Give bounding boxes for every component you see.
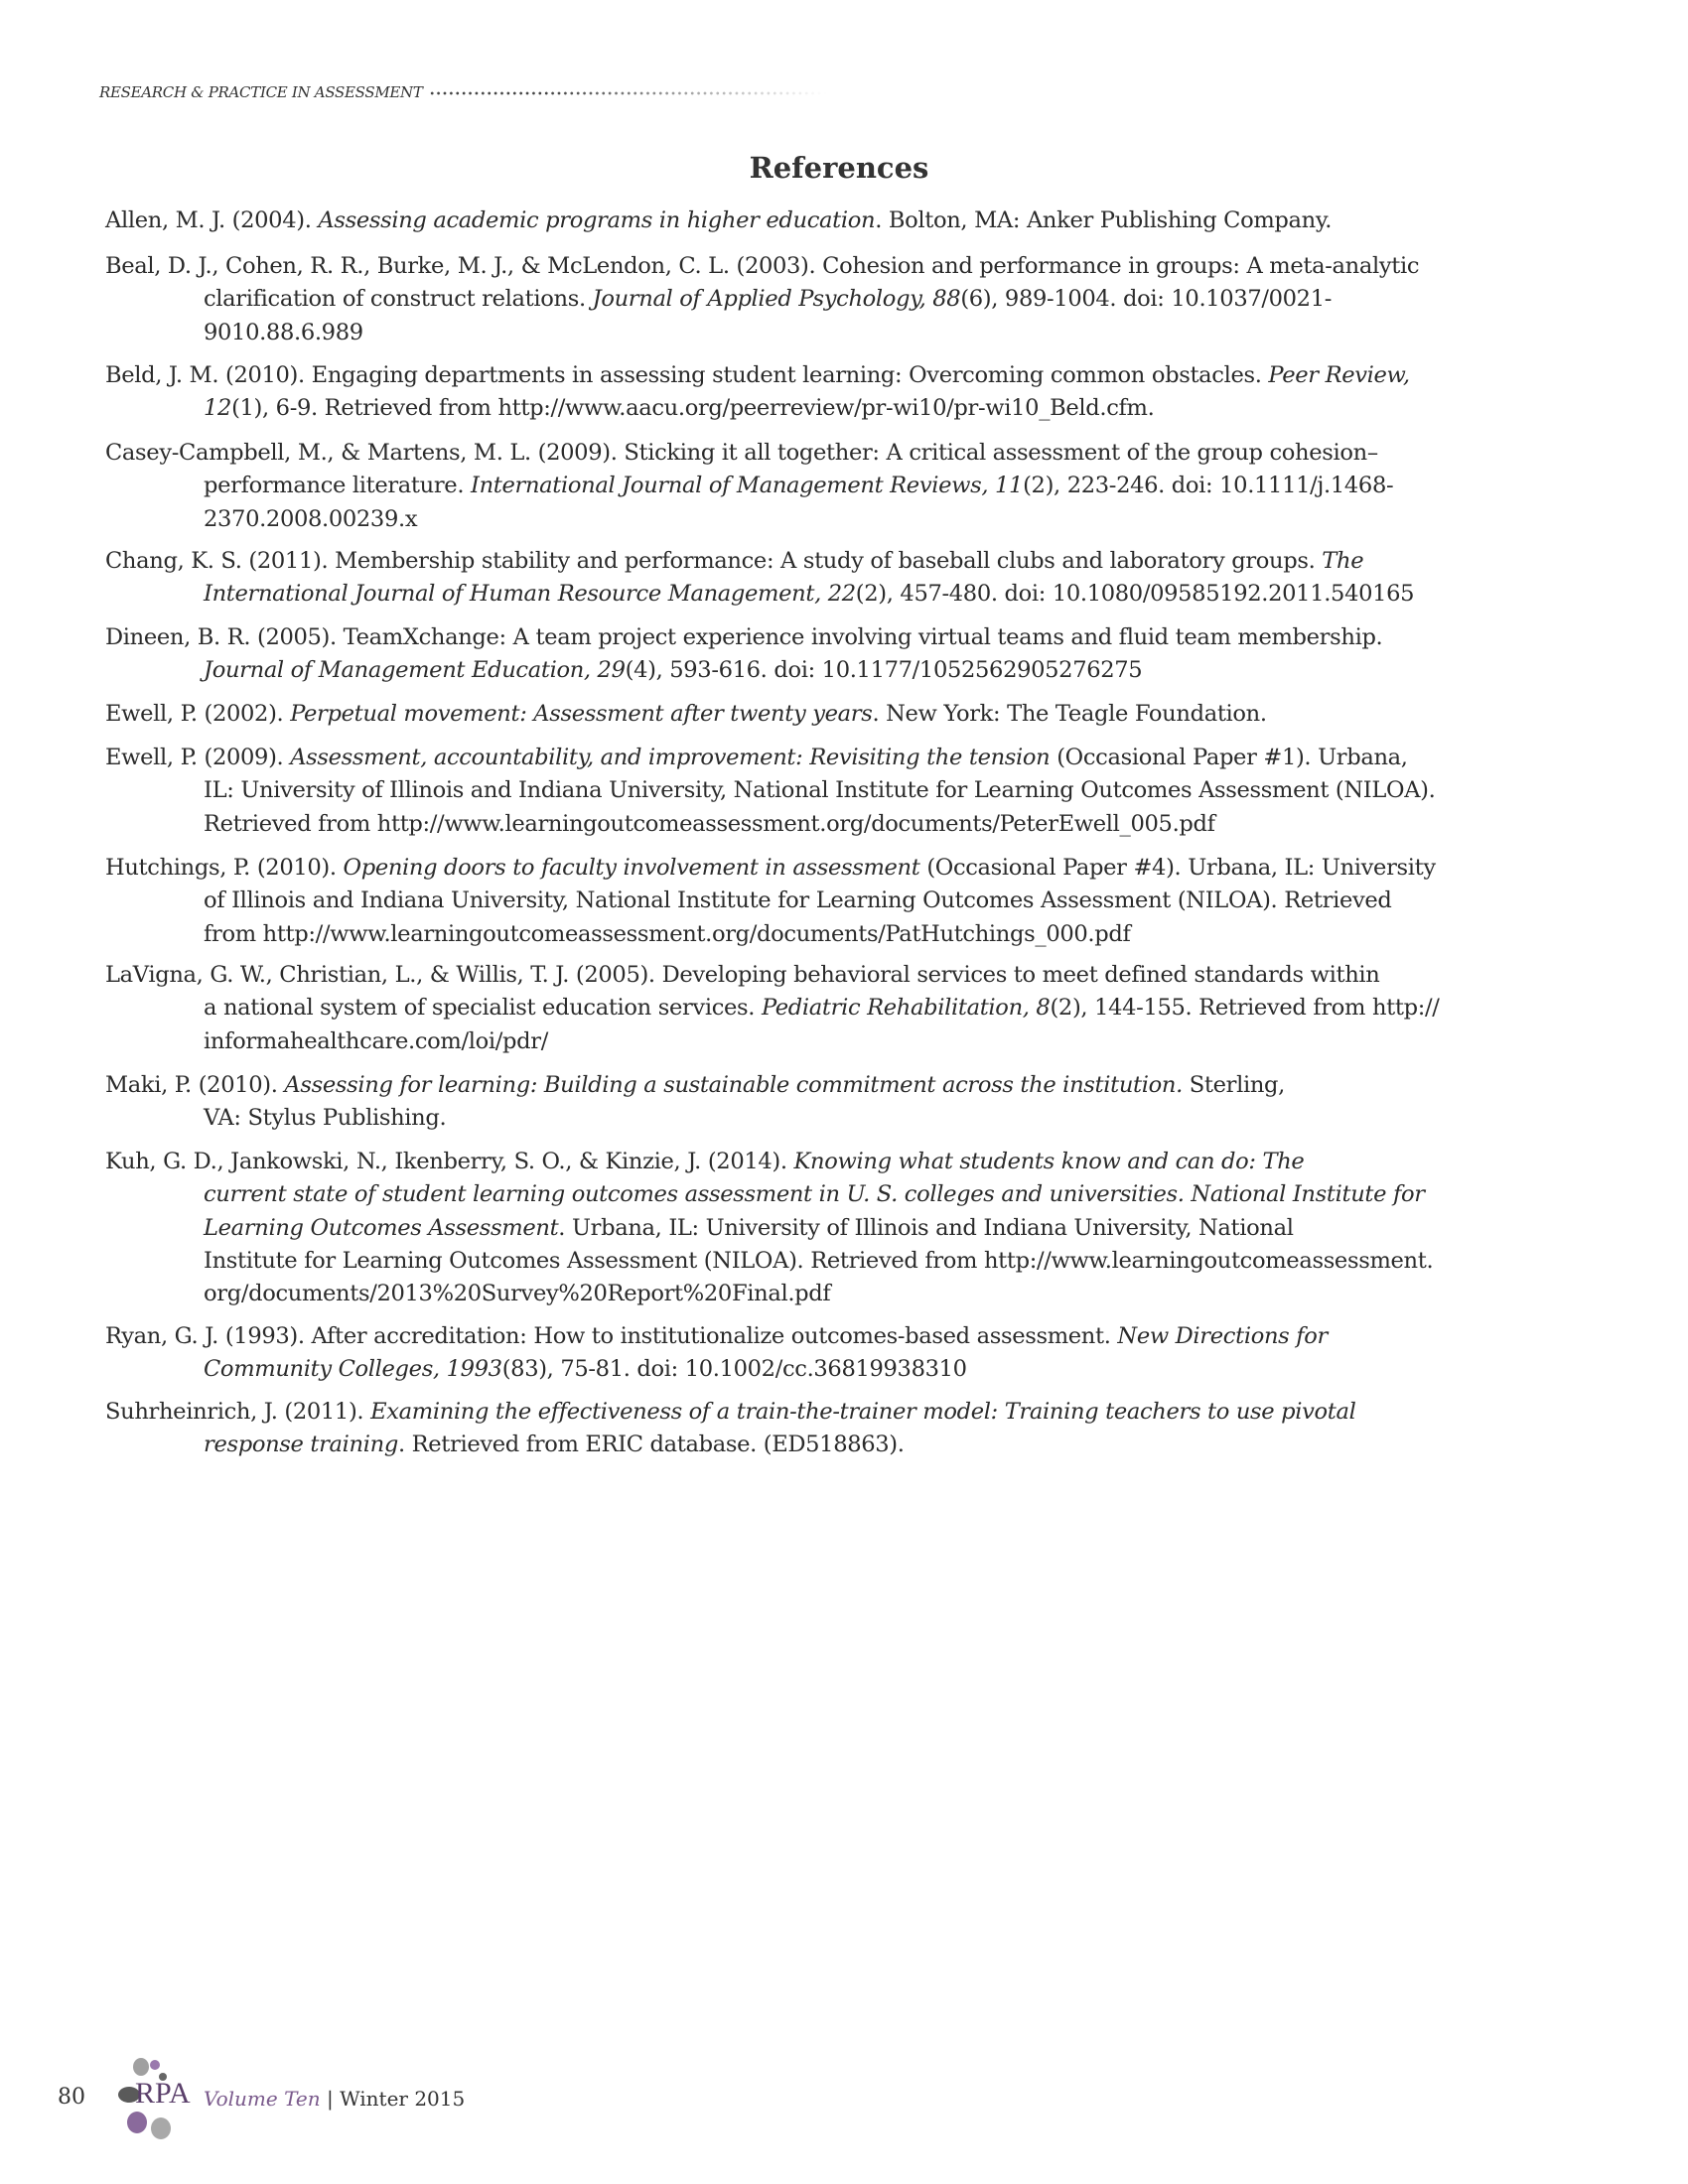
- reference-entry: [105, 852, 1436, 951]
- reference-italic-text: Opening doors to faculty involvement in assessment: [343, 855, 920, 881]
- reference-text: informahealthcare.com/loi/pdr/: [204, 1027, 548, 1054]
- reference-text: (Occasional Paper #1). Urbana,: [1050, 745, 1408, 770]
- reference-text: . Retrieved from ERIC database. (ED518863).: [397, 1432, 905, 1458]
- footer-issue: [204, 2087, 465, 2111]
- reference-text: Casey-Campbell, M., & Martens, M. L. (2009). Sticking it all together: A critical assessment of the group cohesion–: [105, 440, 1378, 466]
- volume-label: Volume Ten: [204, 2087, 321, 2111]
- page-number: 80: [58, 2085, 85, 2110]
- reference-text: (2), 144-155. Retrieved from http://: [1050, 995, 1440, 1022]
- reference-italic-text: International Journal of Human Resource Management, 22: [204, 581, 856, 608]
- reference-line: [105, 205, 1332, 237]
- reference-text: org/documents/2013%20Survey%20Report%20Final.pdf: [204, 1281, 831, 1307]
- reference-text: Sterling,: [1182, 1072, 1285, 1098]
- running-head: RESEARCH & PRACTICE IN ASSESSMENT: [99, 83, 423, 101]
- reference-entry: [105, 1069, 1285, 1136]
- reference-text: Beal, D. J., Cohen, R. R., Burke, M. J., & McLendon, C. L. (2003). Cohesion and performance in groups: A meta-analytic: [105, 253, 1420, 279]
- reference-italic-text: Community Colleges, 1993: [204, 1356, 502, 1383]
- reference-line: [105, 808, 1435, 841]
- running-head-dotted-rule: [429, 91, 826, 95]
- reference-entry: [105, 1146, 1433, 1310]
- reference-text: Maki, P. (2010).: [105, 1072, 285, 1098]
- reference-line: [105, 1025, 1440, 1058]
- reference-line: [105, 470, 1393, 502]
- reference-line: [105, 698, 1267, 731]
- reference-text: (83), 75-81. doi: 10.1002/cc.36819938310: [501, 1356, 967, 1383]
- reference-text: Ewell, P. (2009).: [105, 745, 291, 770]
- reference-line: [105, 1320, 1328, 1353]
- reference-line: [105, 1396, 1356, 1429]
- footer-separator: |: [326, 2087, 334, 2111]
- reference-line: [105, 1178, 1433, 1211]
- reference-italic-text: Knowing what students know and can do: The: [793, 1149, 1305, 1174]
- reference-text: 9010.88.6.989: [204, 319, 363, 345]
- reference-line: [105, 1278, 1433, 1310]
- reference-italic-text: Assessing academic programs in higher education: [318, 207, 876, 233]
- reference-line: [105, 959, 1440, 992]
- reference-text: Chang, K. S. (2011). Membership stability and performance: A study of baseball clubs and laboratory groups.: [105, 548, 1323, 574]
- reference-entry: [105, 959, 1440, 1058]
- reference-italic-text: Assessment, accountability, and improvement: Revisiting the tension: [290, 745, 1051, 770]
- reference-text: 2370.2008.00239.x: [204, 505, 418, 532]
- reference-line: [105, 1429, 1356, 1461]
- logo-petal: [127, 2112, 147, 2133]
- reference-text: Ryan, G. J. (1993). After accreditation: How to institutionalize outcomes-based assessment.: [105, 1323, 1118, 1349]
- reference-text: VA: Stylus Publishing.: [204, 1105, 447, 1132]
- reference-line: [105, 359, 1410, 392]
- reference-text: a national system of specialist education services.: [204, 995, 762, 1022]
- logo-petal: [151, 2117, 171, 2139]
- logo-text: RPA: [135, 2077, 191, 2110]
- reference-italic-text: Peer Review,: [1268, 362, 1410, 388]
- reference-text: (6), 989-1004. doi: 10.1037/0021-: [960, 286, 1333, 313]
- reference-entry: [105, 621, 1382, 688]
- reference-entry: [105, 359, 1410, 426]
- reference-italic-text: Learning Outcomes Assessment: [204, 1214, 559, 1241]
- reference-line: [105, 392, 1410, 425]
- reference-text: (Occasional Paper #4). Urbana, IL: University: [919, 855, 1436, 881]
- reference-italic-text: Journal of Management Education, 29: [204, 657, 626, 684]
- reference-italic-text: Perpetual movement: Assessment after twenty years: [290, 701, 873, 727]
- reference-line: [105, 545, 1414, 578]
- reference-text: (1), 6-9. Retrieved from http://www.aacu.org/peerreview/pr-wi10/pr-wi10_Beld.cfm.: [231, 395, 1155, 422]
- reference-line: [105, 918, 1436, 951]
- reference-line: [105, 885, 1436, 917]
- reference-italic-text: 12: [204, 395, 232, 422]
- reference-text: . New York: The Teagle Foundation.: [872, 701, 1267, 727]
- reference-line: [105, 852, 1436, 885]
- reference-line: [105, 1212, 1433, 1245]
- reference-text: Dineen, B. R. (2005). TeamXchange: A team project experience involving virtual teams and fluid team membership.: [105, 624, 1383, 650]
- reference-entry: [105, 1396, 1356, 1462]
- reference-text: LaVigna, G. W., Christian, L., & Willis, T. J. (2005). Developing behavioral services to meet defined standards within: [105, 962, 1380, 988]
- reference-italic-text: New Directions for: [1117, 1323, 1328, 1349]
- reference-text: of Illinois and Indiana University, National Institute for Learning Outcomes Assessment (NILOA). Retrieved: [204, 887, 1392, 914]
- reference-text: Kuh, G. D., Jankowski, N., Ikenberry, S. O., & Kinzie, J. (2014).: [105, 1149, 794, 1174]
- reference-entry: [105, 1320, 1328, 1387]
- reference-italic-text: International Journal of Management Reviews, 11: [471, 473, 1024, 499]
- reference-entry: [105, 250, 1419, 349]
- reference-line: [105, 992, 1440, 1024]
- reference-line: [105, 317, 1419, 349]
- reference-text: . Bolton, MA: Anker Publishing Company.: [875, 207, 1333, 233]
- reference-italic-text: response training: [204, 1432, 398, 1458]
- reference-text: (4), 593-616. doi: 10.1177/1052562905276275: [625, 657, 1143, 684]
- reference-text: Suhrheinrich, J. (2011).: [105, 1399, 371, 1425]
- logo-petal: [133, 2058, 149, 2076]
- reference-entry: [105, 742, 1435, 841]
- reference-italic-text: Pediatric Rehabilitation, 8: [761, 995, 1051, 1022]
- issue-label: Winter 2015: [340, 2087, 466, 2111]
- reference-line: [105, 437, 1393, 470]
- reference-italic-text: The: [1322, 548, 1364, 574]
- reference-text: IL: University of Illinois and Indiana University, National Institute for Learning Outcomes Assessment (NILOA).: [204, 777, 1436, 804]
- reference-text: Beld, J. M. (2010). Engaging departments in assessing student learning: Overcoming common obstacles.: [105, 362, 1269, 388]
- reference-entry: [105, 437, 1393, 536]
- reference-italic-text: current state of student learning outcomes assessment in U. S. colleges and universities. National Institute for: [204, 1181, 1425, 1208]
- reference-line: [105, 1353, 1328, 1386]
- reference-line: [105, 742, 1435, 774]
- reference-line: [105, 654, 1382, 687]
- reference-text: Retrieved from http://www.learningoutcomeassessment.org/documents/PeterEwell_005.pdf: [204, 810, 1215, 837]
- reference-text: clarification of construct relations.: [204, 286, 593, 313]
- reference-line: [105, 1245, 1433, 1278]
- reference-line: [105, 283, 1419, 316]
- reference-text: (2), 457-480. doi: 10.1080/09585192.2011.540165: [855, 581, 1415, 608]
- reference-text: Institute for Learning Outcomes Assessment (NILOA). Retrieved from http://www.learningoutcomeassessment.: [204, 1247, 1434, 1274]
- reference-entry: [105, 545, 1414, 612]
- reference-text: Allen, M. J. (2004).: [105, 207, 319, 233]
- reference-line: [105, 578, 1414, 611]
- reference-text: . Urbana, IL: University of Illinois and Indiana University, National: [558, 1214, 1294, 1241]
- reference-entry: [105, 205, 1332, 237]
- reference-italic-text: Journal of Applied Psychology, 88: [592, 286, 961, 313]
- reference-text: from http://www.learningoutcomeassessment.org/documents/PatHutchings_000.pdf: [204, 920, 1131, 947]
- reference-line: [105, 774, 1435, 807]
- logo-petal: [150, 2060, 160, 2070]
- reference-text: Hutchings, P. (2010).: [105, 855, 344, 881]
- reference-line: [105, 1146, 1433, 1178]
- reference-line: [105, 1102, 1285, 1135]
- reference-line: [105, 1069, 1285, 1102]
- reference-line: [105, 621, 1382, 654]
- reference-italic-text: Examining the effectiveness of a train-the-trainer model: Training teachers to use pivotal: [370, 1399, 1356, 1425]
- reference-line: [105, 503, 1393, 536]
- reference-entry: [105, 698, 1267, 731]
- reference-text: performance literature.: [204, 473, 471, 499]
- rpa-logo: [117, 2053, 197, 2142]
- reference-line: [105, 250, 1419, 283]
- reference-text: (2), 223-246. doi: 10.1111/j.1468-: [1023, 473, 1394, 499]
- reference-italic-text: Assessing for learning: Building a sustainable commitment across the institution.: [284, 1072, 1183, 1098]
- page-title: References: [749, 151, 929, 185]
- reference-text: Ewell, P. (2002).: [105, 701, 291, 727]
